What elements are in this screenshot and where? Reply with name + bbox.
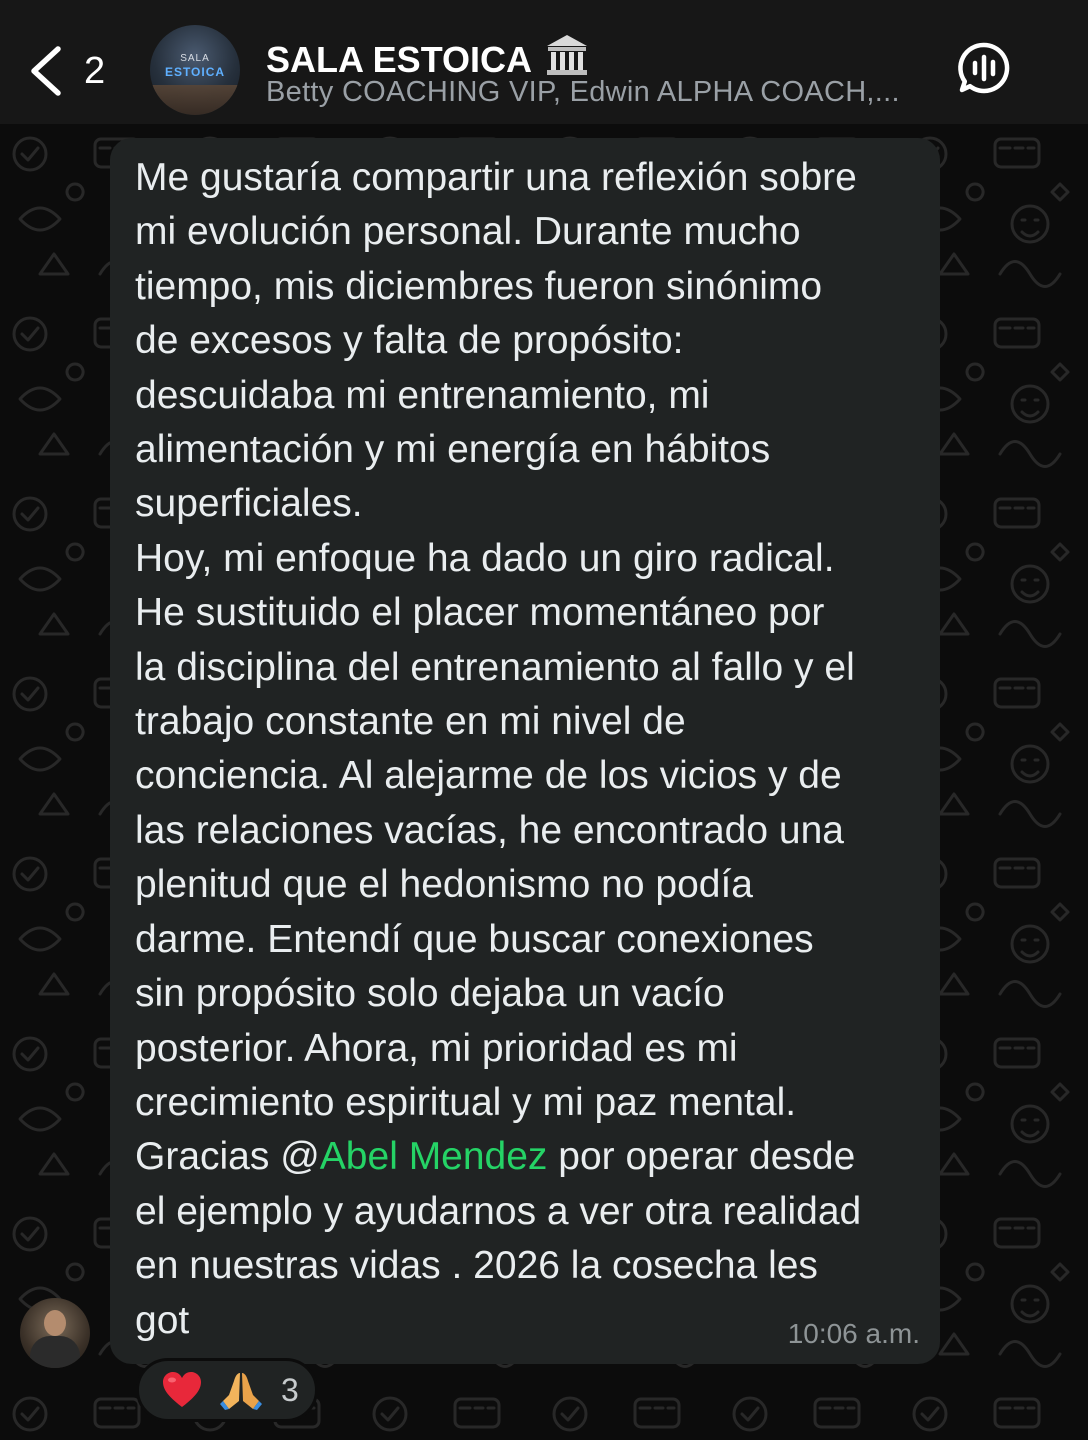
voice-chat-icon [956, 40, 1012, 96]
message-line: la disciplina del entrenamiento al fallo y el [135, 645, 855, 689]
message-text [135, 151, 935, 1348]
message-line: got [135, 1298, 190, 1342]
message-line: superficiales. [135, 482, 363, 526]
avatar-line1: SALA [180, 53, 210, 64]
avatar-crowd [150, 85, 240, 115]
unread-count: 2 [84, 50, 106, 92]
message-line: descuidaba mi entrenamiento, mi [135, 373, 710, 417]
message-line: darme. Entendí que buscar conexiones [135, 917, 814, 961]
message-line: Me gustaría compartir una reflexión sobre [135, 156, 857, 199]
message-timestamp: 10:06 a.m. [787, 1318, 920, 1349]
message-line: sin propósito solo dejaba un vacío [135, 972, 725, 1016]
back-button[interactable] [28, 42, 118, 100]
message-line: posterior. Ahora, mi prioridad es mi [135, 1026, 738, 1070]
folded-hands-icon [219, 1369, 263, 1411]
group-name: SALA ESTOICA [266, 38, 533, 80]
message-line: plenitud que el hedonismo no podía [135, 863, 753, 907]
message-line: el ejemplo y ayudarnos a ver otra realidad [135, 1189, 862, 1233]
chevron-left-icon [28, 45, 62, 97]
group-members[interactable]: Betty COACHING VIP, Edwin ALPHA COACH,... [266, 76, 900, 108]
voice-chat-button[interactable] [956, 40, 1012, 96]
message-line: mi evolución personal. Durante mucho [135, 210, 801, 254]
mention-suffix: por operar desde [547, 1135, 856, 1179]
mention-link[interactable]: Abel Mendez [319, 1135, 548, 1179]
message-line: las relaciones vacías, he encontrado una [135, 808, 844, 852]
avatar-line2: ESTOICA [164, 65, 226, 79]
sender-avatar[interactable] [20, 1298, 90, 1368]
red-heart-icon [161, 1370, 203, 1410]
message-line: He sustituido el placer momentáneo por [135, 591, 825, 635]
mention-prefix: Gracias @ [135, 1135, 320, 1179]
group-avatar[interactable] [150, 25, 240, 115]
message-line: Hoy, mi enfoque ha dado un giro radical. [135, 536, 835, 580]
message-line: alimentación y mi energía en hábitos [135, 428, 771, 472]
reaction-count: 3 [281, 1371, 299, 1408]
avatar-body [30, 1336, 80, 1368]
message-line: crecimiento espiritual y mi paz mental. [135, 1080, 797, 1124]
message-line: de excesos y falta de propósito: [135, 319, 684, 363]
message-line: conciencia. Al alejarme de los vicios y de [135, 754, 842, 798]
message-line: en nuestras vidas . 2026 la cosecha les [135, 1244, 818, 1288]
mention-line [135, 1130, 935, 1184]
reactions-pill[interactable] [136, 1358, 318, 1422]
message-line: trabajo constante en mi nivel de [135, 700, 686, 744]
chat-header [0, 0, 1088, 124]
message-line: tiempo, mis diciembres fueron sinónimo [135, 264, 823, 308]
avatar-face [44, 1310, 66, 1336]
